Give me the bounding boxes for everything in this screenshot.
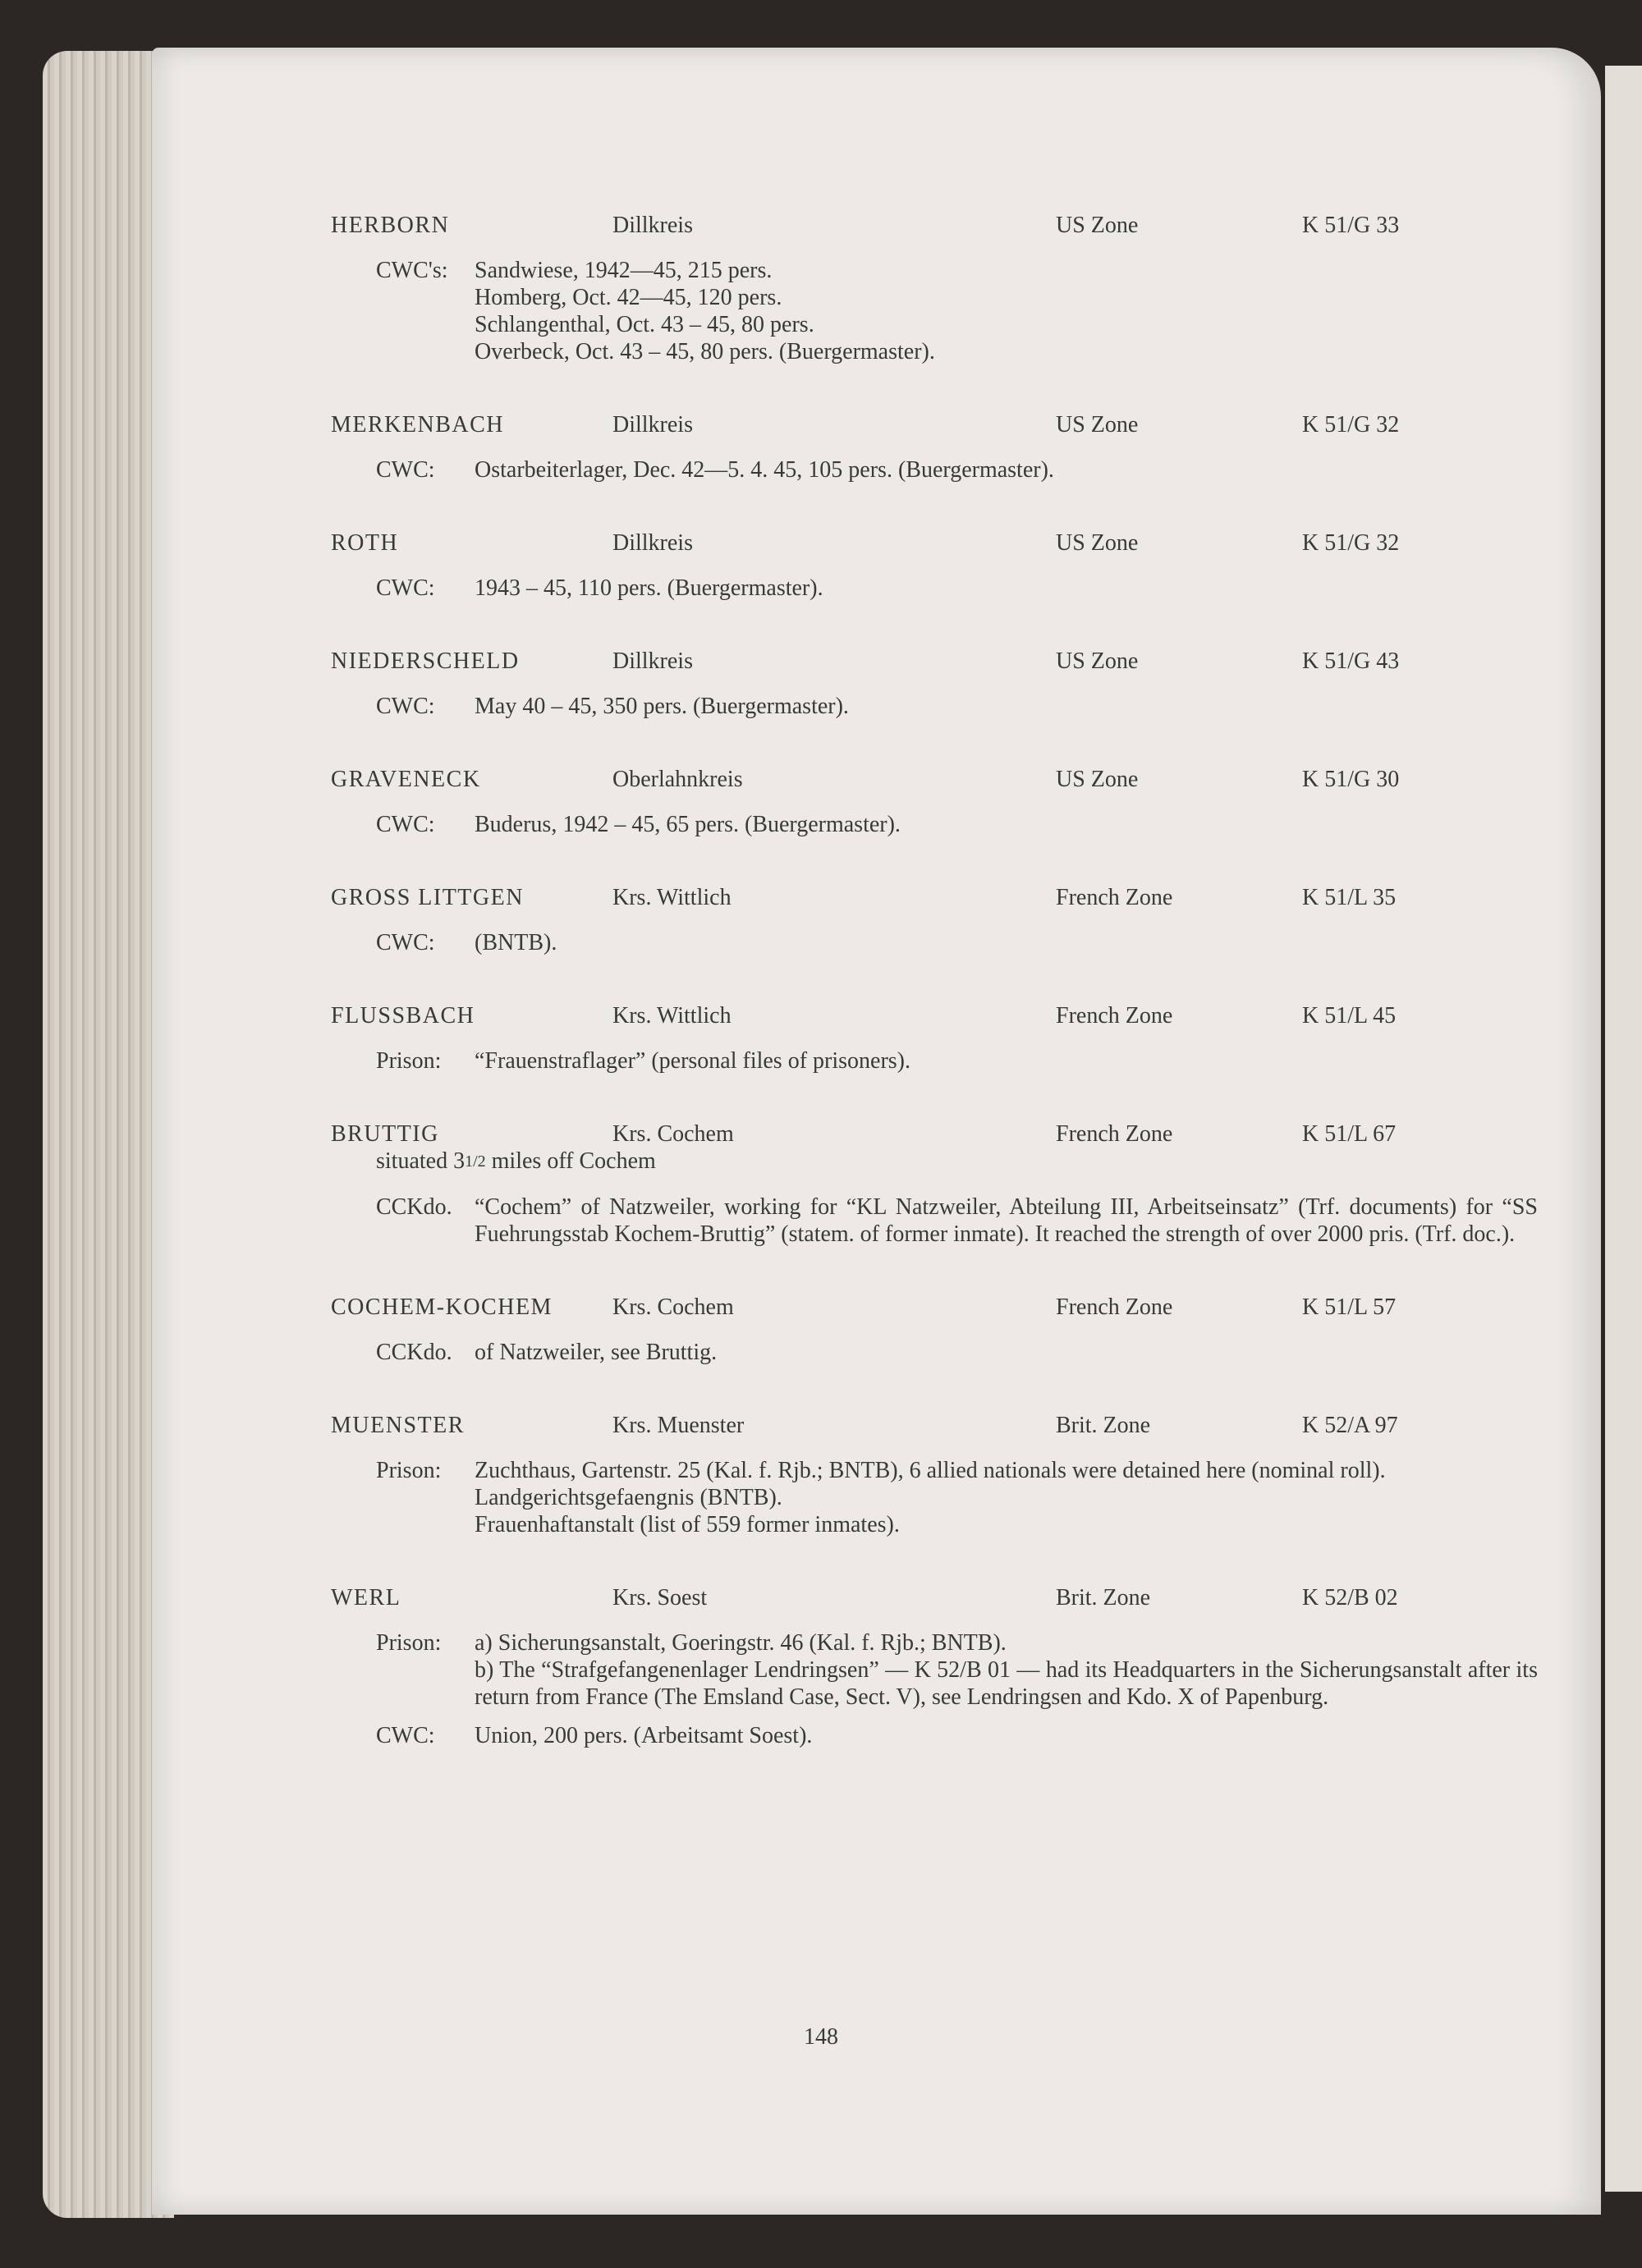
zone: US Zone (1056, 767, 1139, 792)
entry-heading (331, 766, 1538, 793)
item-line: Sandwiese, 1942—45, 215 pers. (475, 258, 773, 283)
place-name: ROTH (331, 530, 399, 556)
map-reference: K 51/G 33 (1302, 213, 1400, 238)
camp-item (331, 811, 1538, 838)
district: Krs. Cochem (612, 1121, 734, 1147)
zone: US Zone (1056, 648, 1139, 674)
item-label: CWC: (376, 1723, 435, 1748)
entry-heading (331, 1120, 1538, 1148)
district: Dillkreis (612, 648, 693, 674)
item-line: “Frauenstraflager” (personal files of prisoners). (475, 1048, 911, 1074)
entry-heading (331, 529, 1538, 557)
map-reference: K 51/L 45 (1302, 1003, 1397, 1029)
district: Krs. Cochem (612, 1294, 734, 1320)
item-lines (475, 456, 1538, 483)
district: Krs. Muenster (612, 1413, 745, 1438)
item-line: of Natzweiler, see Bruttig. (475, 1340, 718, 1365)
item-line: (BNTB). (475, 930, 557, 955)
district: Krs. Wittlich (612, 885, 732, 910)
zone: US Zone (1056, 530, 1139, 556)
item-line: May 40 – 45, 350 pers. (Buergermaster). (475, 694, 849, 719)
place-name: MERKENBACH (331, 412, 505, 438)
item-label: CWC: (376, 457, 435, 483)
entry-herborn (331, 212, 1538, 365)
item-label: CWC: (376, 812, 435, 837)
map-reference: K 51/G 32 (1302, 412, 1400, 438)
item-paragraph: “Cochem” of Natzweiler, working for “KL Natzweiler, Abteilung III, Arbeitseinsatz” (Trf. documents) for “SS Fuehrungsstab Kochem-Bruttig” (statem. of former inmate). It reached the strength of over 2000 pris. (Trf. doc.). (475, 1194, 1538, 1247)
item-label: CCKdo. (376, 1340, 452, 1365)
entry-heading (331, 212, 1538, 239)
item-lines (475, 1629, 1538, 1711)
entry-heading (331, 1584, 1538, 1611)
item-line: Union, 200 pers. (Arbeitsamt Soest). (475, 1723, 813, 1748)
item-lines (475, 575, 1538, 602)
map-reference: K 52/A 97 (1302, 1413, 1398, 1438)
entry-heading (331, 884, 1538, 911)
entry-heading (331, 1294, 1538, 1321)
entry-werl (331, 1584, 1538, 1749)
place-name: WERL (331, 1585, 401, 1611)
item-lines (475, 811, 1538, 838)
item-line: Landgerichtsgefaengnis (BNTB). (475, 1485, 782, 1510)
camp-item (331, 575, 1538, 602)
camp-item (331, 929, 1538, 956)
place-name: NIEDERSCHELD (331, 648, 520, 674)
item-lines (475, 929, 1538, 956)
district: Oberlahnkreis (612, 767, 743, 792)
item-line: a) Sicherungsanstalt, Goeringstr. 46 (Kal. f. Rjb.; BNTB). (475, 1630, 1007, 1656)
map-reference: K 51/G 30 (1302, 767, 1400, 792)
item-lines (475, 1194, 1538, 1248)
camp-item (331, 1457, 1538, 1538)
zone: French Zone (1056, 1003, 1173, 1029)
item-lines (475, 1047, 1538, 1074)
item-lines (475, 1339, 1538, 1366)
entry-flussbach (331, 1002, 1538, 1074)
place-name: GRAVENECK (331, 767, 481, 792)
map-reference: K 51/L 35 (1302, 885, 1397, 910)
item-line: Ostarbeiterlager, Dec. 42—5. 4. 45, 105 pers. (Buergermaster). (475, 457, 1054, 483)
zone: US Zone (1056, 213, 1139, 238)
district: Krs. Wittlich (612, 1003, 732, 1029)
place-name: FLUSSBACH (331, 1003, 475, 1029)
district: Dillkreis (612, 213, 693, 238)
map-reference: K 51/L 57 (1302, 1294, 1397, 1320)
page-number: 148 (804, 2024, 838, 2050)
entry-heading (331, 411, 1538, 438)
camp-item (331, 1722, 1538, 1749)
entry-niederscheld (331, 648, 1538, 720)
district: Dillkreis (612, 412, 693, 438)
place-name: GROSS LITTGEN (331, 885, 524, 910)
item-label: Prison: (376, 1048, 442, 1074)
entry-heading (331, 1002, 1538, 1029)
entry-cochem-kochem (331, 1294, 1538, 1366)
district: Dillkreis (612, 530, 693, 556)
item-label: CWC: (376, 575, 435, 601)
location-suffix: miles off Cochem (485, 1148, 656, 1174)
item-line: Buderus, 1942 – 45, 65 pers. (Buergermaster). (475, 812, 901, 837)
item-line: Frauenhaftanstalt (list of 559 former inmates). (475, 1512, 900, 1537)
fraction-denominator: 2 (477, 1152, 486, 1171)
item-lines (475, 693, 1538, 720)
map-reference: K 51/G 43 (1302, 648, 1400, 674)
entry-gross-littgen (331, 884, 1538, 956)
district: Krs. Soest (612, 1585, 708, 1611)
item-label: CCKdo. (376, 1194, 452, 1220)
entry-heading (331, 1412, 1538, 1439)
zone: French Zone (1056, 1121, 1173, 1147)
zone: French Zone (1056, 885, 1173, 910)
place-name: HERBORN (331, 213, 450, 238)
zone: French Zone (1056, 1294, 1173, 1320)
item-line: Homberg, Oct. 42—45, 120 pers. (475, 285, 782, 310)
fraction-slash: / (473, 1152, 478, 1171)
entry-graveneck (331, 766, 1538, 838)
camp-item (331, 456, 1538, 483)
place-name: BRUTTIG (331, 1121, 439, 1147)
item-paragraph: b) The “Strafgefangenenlager Lendringsen” — K 52/B 01 — had its Headquarters in the Sicherungsanstalt after its return from France (The Emsland Case, Sect. V), see Lendringsen and Kdo. X of Papenburg. (475, 1657, 1538, 1710)
entry-roth (331, 529, 1538, 602)
item-label: Prison: (376, 1630, 442, 1656)
item-line: Overbeck, Oct. 43 – 45, 80 pers. (Buergermaster). (475, 339, 935, 364)
camp-item (331, 693, 1538, 720)
item-line: 1943 – 45, 110 pers. (Buergermaster). (475, 575, 823, 601)
location-prefix: situated 3 (376, 1148, 466, 1174)
item-lines (475, 1722, 1538, 1749)
item-lines (475, 257, 1538, 365)
item-paragraph: Zuchthaus, Gartenstr. 25 (Kal. f. Rjb.; BNTB), 6 allied nationals were detained here (nominal roll). (475, 1458, 1386, 1483)
location-note (331, 1148, 1538, 1175)
entry-heading (331, 648, 1538, 675)
gazetteer-list (331, 212, 1538, 1795)
entry-muenster (331, 1412, 1538, 1538)
fraction-numerator: 1 (465, 1152, 474, 1171)
facing-page-edge (1605, 66, 1642, 2192)
camp-item (331, 1194, 1538, 1248)
camp-item (331, 1339, 1538, 1366)
zone: US Zone (1056, 412, 1139, 438)
map-reference: K 52/B 02 (1302, 1585, 1398, 1611)
zone: Brit. Zone (1056, 1585, 1151, 1611)
entry-bruttig (331, 1120, 1538, 1248)
map-reference: K 51/L 67 (1302, 1121, 1397, 1147)
item-label: Prison: (376, 1458, 442, 1483)
item-label: CWC's: (376, 258, 448, 283)
item-label: CWC: (376, 694, 435, 719)
camp-item (331, 257, 1538, 365)
place-name: COCHEM-KOCHEM (331, 1294, 553, 1320)
zone: Brit. Zone (1056, 1413, 1151, 1438)
item-label: CWC: (376, 930, 435, 955)
item-line: Schlangenthal, Oct. 43 – 45, 80 pers. (475, 312, 814, 337)
map-reference: K 51/G 32 (1302, 530, 1400, 556)
camp-item (331, 1047, 1538, 1074)
camp-item (331, 1629, 1538, 1711)
entry-merkenbach (331, 411, 1538, 483)
item-lines (475, 1457, 1538, 1538)
place-name: MUENSTER (331, 1413, 465, 1438)
